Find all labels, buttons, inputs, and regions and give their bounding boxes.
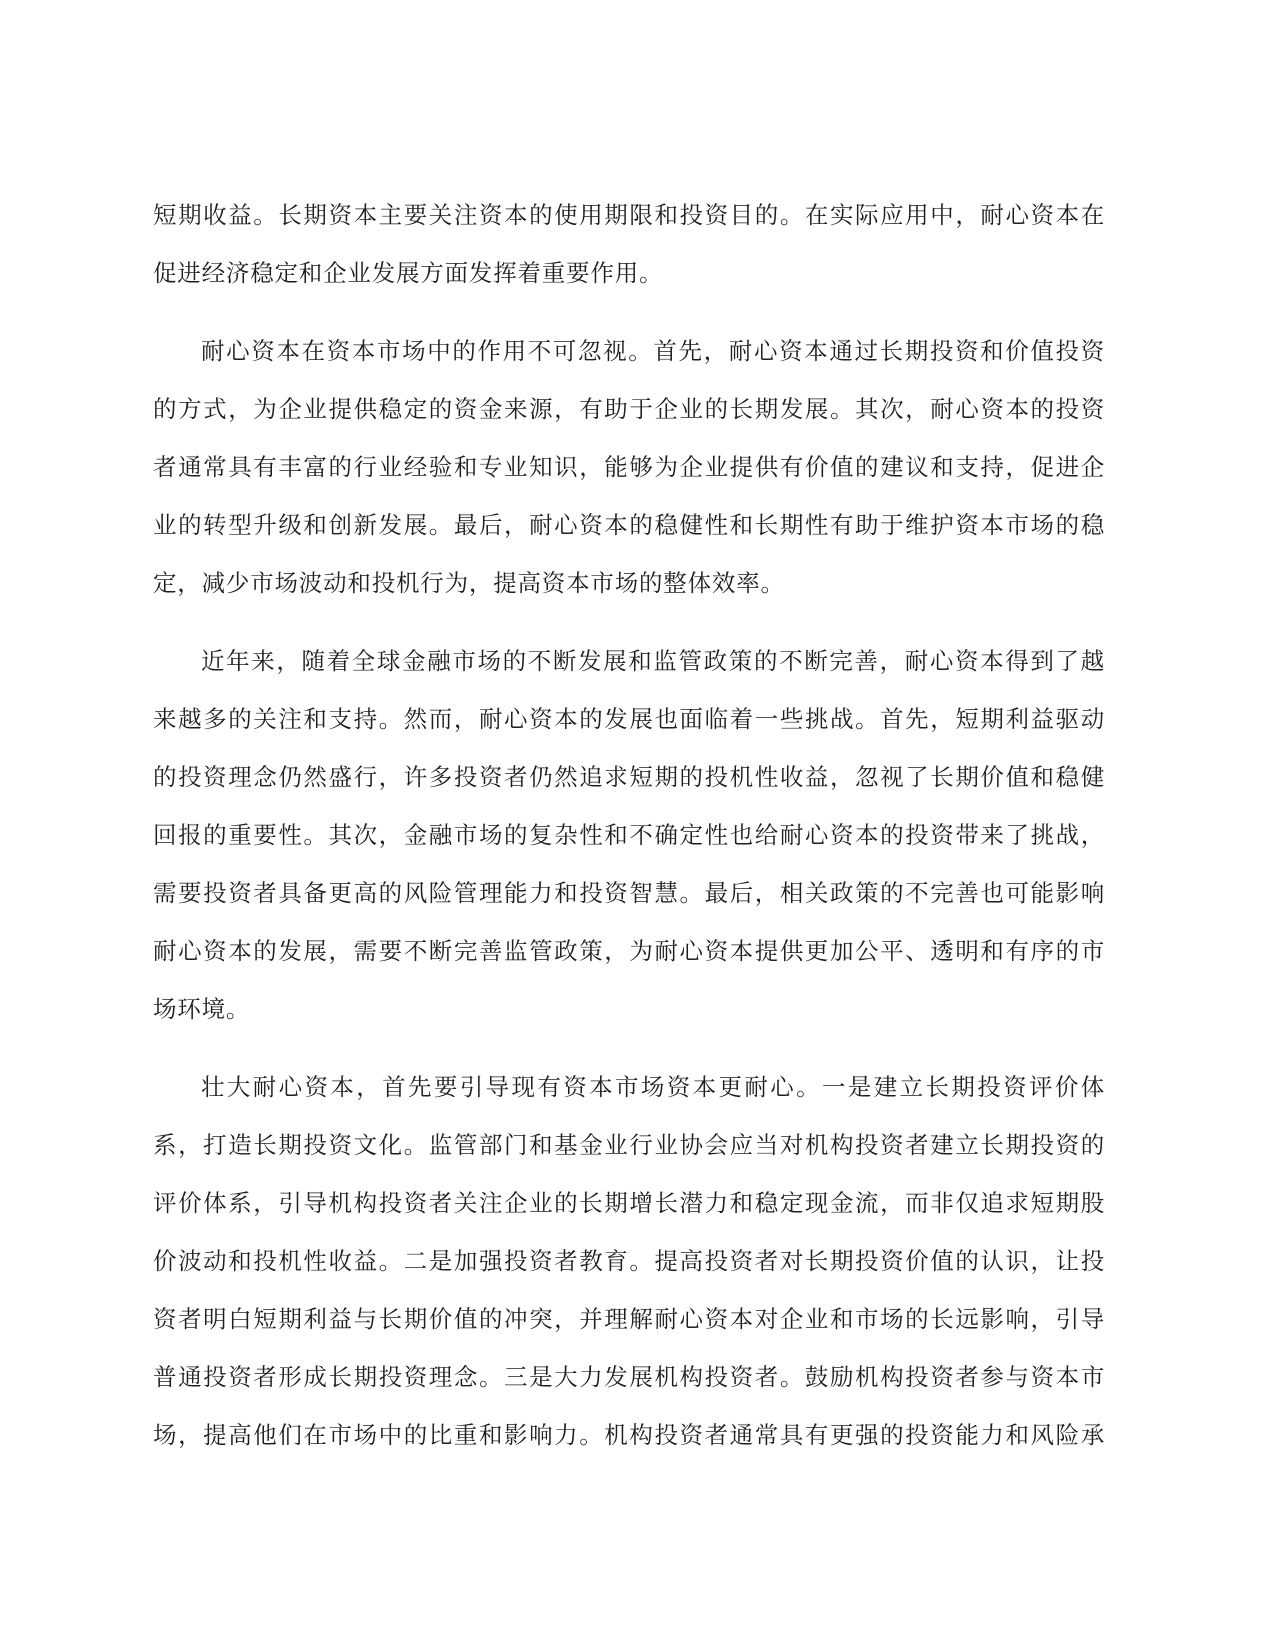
document-body [153, 186, 1105, 1484]
text-line: 者通常具有丰富的行业经验和专业知识，能够为企业提供有价值的建议和支持，促进企 [153, 453, 1105, 481]
paragraph-2 [153, 322, 1105, 612]
text-line: 的方式，为企业提供稳定的资金来源，有助于企业的长期发展。其次，耐心资本的投资 [153, 395, 1105, 423]
text-line: 系，打造长期投资文化。监管部门和基金业行业协会应当对机构投资者建立长期投资的 [153, 1131, 1105, 1159]
text-line: 资者明白短期利益与长期价值的冲突，并理解耐心资本对企业和市场的长远影响，引导 [153, 1305, 1105, 1333]
text-line: 壮大耐心资本，首先要引导现有资本市场资本更耐心。一是建立长期投资评价体 [201, 1073, 1105, 1101]
text-line: 场，提高他们在市场中的比重和影响力。机构投资者通常具有更强的投资能力和风险承 [153, 1421, 1105, 1449]
text-line: 评价体系，引导机构投资者关注企业的长期增长潜力和稳定现金流，而非仅追求短期股 [153, 1189, 1105, 1217]
text-line: 耐心资本在资本市场中的作用不可忽视。首先，耐心资本通过长期投资和价值投资 [201, 337, 1105, 365]
text-line: 普通投资者形成长期投资理念。三是大力发展机构投资者。鼓励机构投资者参与资本市 [153, 1363, 1105, 1391]
paragraph-4 [153, 1058, 1105, 1464]
text-line: 短期收益。长期资本主要关注资本的使用期限和投资目的。在实际应用中，耐心资本在 [153, 201, 1105, 229]
text-line: 回报的重要性。其次，金融市场的复杂性和不确定性也给耐心资本的投资带来了挑战， [153, 821, 1105, 849]
text-line: 场环境。 [153, 995, 251, 1023]
text-line: 需要投资者具备更高的风险管理能力和投资智慧。最后，相关政策的不完善也可能影响 [153, 879, 1105, 907]
text-line: 促进经济稳定和企业发展方面发挥着重要作用。 [153, 259, 664, 287]
text-line: 价波动和投机性收益。二是加强投资者教育。提高投资者对长期投资价值的认识，让投 [153, 1247, 1105, 1275]
text-line: 耐心资本的发展，需要不断完善监管政策，为耐心资本提供更加公平、透明和有序的市 [153, 937, 1105, 965]
text-line: 的投资理念仍然盛行，许多投资者仍然追求短期的投机性收益，忽视了长期价值和稳健 [153, 763, 1105, 791]
paragraph-3 [153, 632, 1105, 1038]
text-line: 业的转型升级和创新发展。最后，耐心资本的稳健性和长期性有助于维护资本市场的稳 [153, 511, 1105, 539]
text-line: 近年来，随着全球金融市场的不断发展和监管政策的不断完善，耐心资本得到了越 [201, 647, 1105, 675]
text-line: 来越多的关注和支持。然而，耐心资本的发展也面临着一些挑战。首先，短期利益驱动 [153, 705, 1105, 733]
paragraph-1 [153, 186, 1105, 302]
text-line: 定，减少市场波动和投机行为，提高资本市场的整体效率。 [153, 569, 785, 597]
